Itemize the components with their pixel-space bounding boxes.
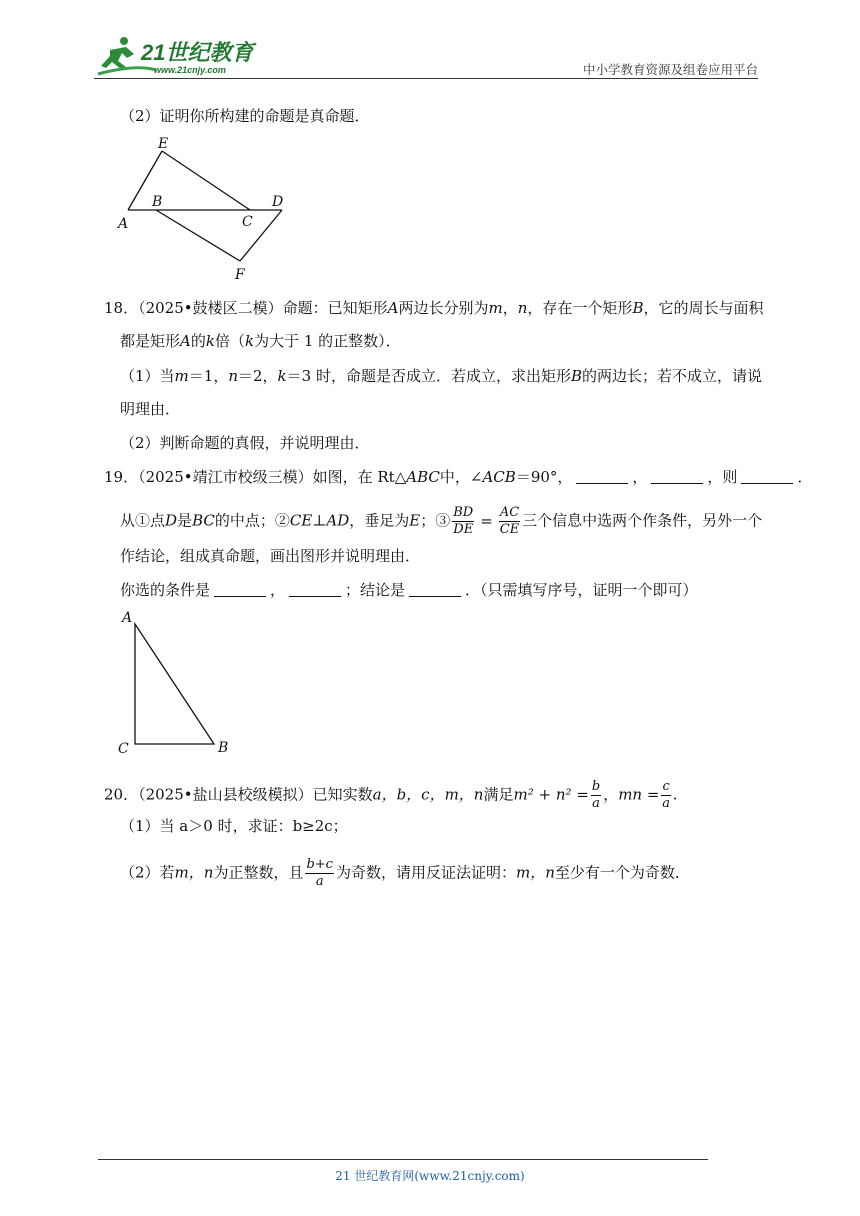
q18-line2: 都是矩形A的k倍（k为大于 1 的正整数）． xyxy=(120,332,401,350)
q18-part2: （2）判断命题的真假，并说明理由． xyxy=(120,434,370,452)
label-C: C xyxy=(242,214,253,230)
q18-line1: 18．（2025•鼓楼区二模）命题：已知矩形A两边长分别为m，n，存在一个矩形B，它的周长与面积 xyxy=(104,299,764,317)
q20-line1: 20．（2025•盐山县校级模拟）已知实数a，b，c，m，n满足m² + n² = $\frac{b}{a}$ ，mn = $\frac{c}{a}$ . xyxy=(104,779,678,811)
fraction-c-a: $\frac{c}{a}$ xyxy=(662,779,670,811)
label-D: D xyxy=(272,194,284,210)
q17-figure xyxy=(114,134,294,288)
svg-text:www.21cnjy.com: www.21cnjy.com xyxy=(154,65,226,75)
platform-name: 中小学教育资源及组卷应用平台 xyxy=(582,62,758,77)
header-divider xyxy=(94,78,758,79)
q19-figure xyxy=(114,606,244,760)
answer-blank[interactable] xyxy=(289,582,341,597)
label-A: A xyxy=(122,610,133,626)
footer-link[interactable]: 21 世纪教育网(www.21cnjy.com) xyxy=(335,1169,525,1183)
q18-part1-cont: 明理由． xyxy=(120,400,181,418)
site-logo xyxy=(96,34,266,78)
q20-part1: （1）当 a＞0 时，求证：b≥2c； xyxy=(120,817,348,835)
label-E: E xyxy=(158,136,169,152)
answer-blank[interactable] xyxy=(741,469,793,484)
q18-part1: （1）当m＝1，n＝2，k＝3 时，命题是否成立．若成立，求出矩形B的两边长；若不成立，请说 xyxy=(120,367,763,385)
q19-line4: 你选的条件是 ， ；结论是 ．（只需填写序号，证明一个即可） xyxy=(120,581,698,599)
q20-part2: （2）若m，n为正整数，且 $\frac{b+c}{a}$ 为奇数，请用反证法证明：m，n至少有一个为奇数． xyxy=(120,857,690,889)
label-F: F xyxy=(235,267,245,283)
q19-line3: 作结论，组成真命题，画出图形并说明理由． xyxy=(120,547,421,565)
svg-text:21世纪教育: 21世纪教育 xyxy=(141,40,254,65)
label-B: B xyxy=(218,740,229,756)
q19-line2: 从①点D是BC的中点；②CE⊥AD，垂足为E；③ $\frac{BD}{DE}$ = $\frac{AC}{CE}$ 三个信息中选两个作条件，另外一个 xyxy=(120,505,763,537)
footer-divider xyxy=(98,1159,708,1160)
answer-blank[interactable] xyxy=(409,582,461,597)
fraction-bd-de: $\frac{BD}{DE}$ xyxy=(453,505,474,537)
fraction-bc-a: $\frac{b+c}{a}$ xyxy=(306,857,333,889)
label-A: A xyxy=(118,216,129,232)
q17-part2: （2）证明你所构建的命题是真命题． xyxy=(120,107,370,125)
answer-blank[interactable] xyxy=(214,582,266,597)
label-B: B xyxy=(152,194,163,210)
fraction-ac-ce: $\frac{AC}{CE}$ xyxy=(499,505,520,537)
fraction-b-a: $\frac{b}{a}$ xyxy=(591,779,601,811)
answer-blank[interactable] xyxy=(651,469,703,484)
label-C: C xyxy=(118,741,129,756)
q19-line1: 19．（2025•靖江市校级三模）如图，在 Rt△ABC中，∠ACB＝90°， ， ，则 ． xyxy=(104,468,813,486)
answer-blank[interactable] xyxy=(576,469,628,484)
